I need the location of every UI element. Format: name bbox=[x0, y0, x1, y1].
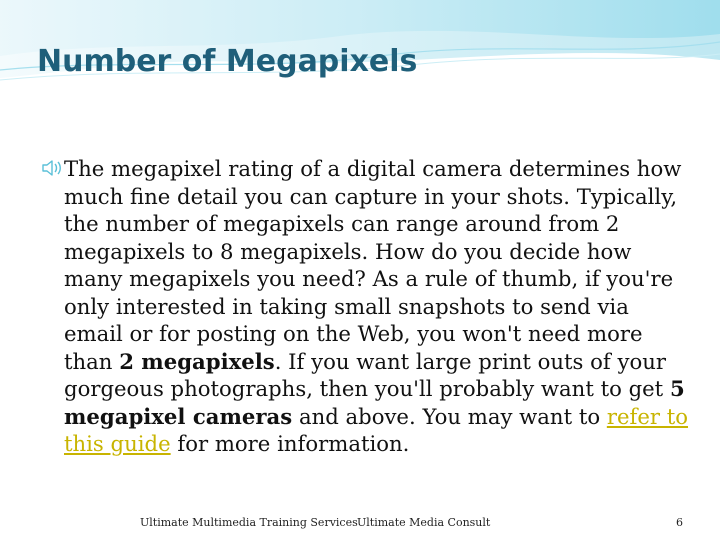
page-number: 6 bbox=[676, 516, 683, 529]
body-text-2: . If you want large print outs of your gorgeous photographs, then you'll probably want to get bbox=[64, 348, 670, 401]
body-paragraph bbox=[40, 155, 690, 458]
body-text-1: The megapixel rating of a digital camera determines how much fine detail you can capture in your shots. Typically, the number of megapixels can range around from 2 megapixels to 8 megapixels. How do you decide how many megapixels you need? As a rule of thumb, if you're only interested in taking small snapshots to send via email or for posting on the Web, you won't need more than bbox=[64, 156, 682, 374]
body-text-4: for more information. bbox=[170, 431, 410, 456]
slide-body bbox=[40, 155, 690, 458]
body-text-3: and above. You may want to bbox=[292, 403, 607, 429]
emphasis-5-megapixel-cameras: 5 megapixel cameras bbox=[64, 376, 685, 429]
footer-center: Ultimate Media Consult bbox=[357, 516, 491, 529]
sound-bullet-icon bbox=[40, 158, 64, 178]
emphasis-2-megapixels: 2 megapixels bbox=[119, 348, 275, 374]
guide-link[interactable]: refer to this guide bbox=[64, 403, 689, 456]
footer-left: Ultimate Multimedia Training Services bbox=[140, 516, 358, 529]
slide-title: Number of Megapixels bbox=[37, 44, 418, 79]
